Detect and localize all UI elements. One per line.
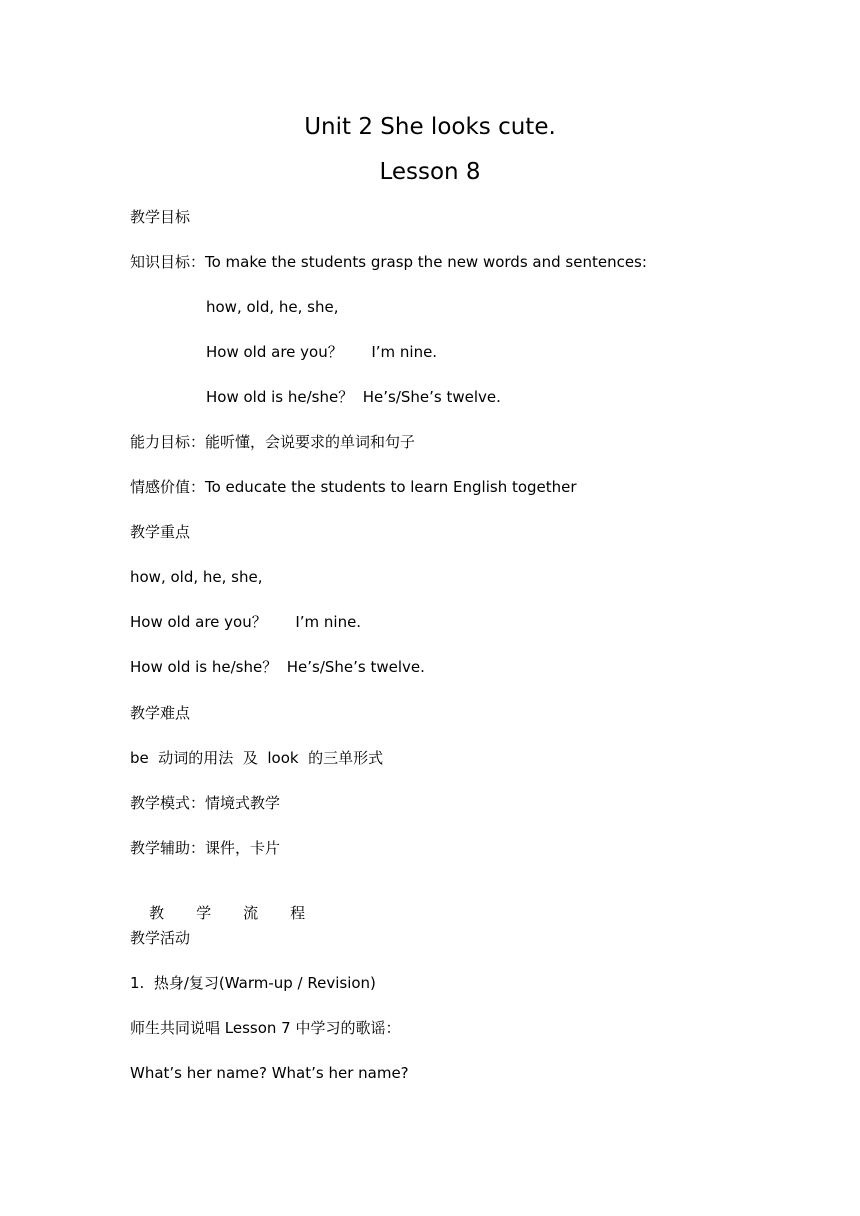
difficult-heading: 教学难点 (130, 704, 191, 722)
key-sentence-1: How old are you？ I’m nine. (130, 613, 362, 631)
step-1-heading: 1. 热身/复习(Warm-up / Revision) (130, 974, 376, 992)
chant-line: What’s her name? What’s her name? (130, 1064, 409, 1082)
knowledge-words: how, old, he, she, (206, 298, 339, 316)
teaching-mode: 教学模式：情境式教学 (130, 794, 281, 812)
emotion-goal: 情感价值：To educate the students to learn English together (130, 478, 577, 496)
key-points-heading: 教学重点 (130, 523, 191, 541)
knowledge-sentence-2: How old is he/she？ He’s/She’s twelve. (206, 388, 501, 406)
process-char: 程 (290, 904, 306, 922)
key-sentence-2: How old is he/she？ He’s/She’s twelve. (130, 658, 425, 676)
process-char: 学 (196, 904, 212, 922)
process-char: 教 (149, 904, 165, 922)
process-char: 流 (243, 904, 259, 922)
document-title: Unit 2 She looks cute. (304, 114, 556, 140)
objectives-heading: 教学目标 (130, 208, 191, 226)
document-subtitle: Lesson 8 (379, 159, 481, 185)
difficult-point: be 动词的用法 及 look 的三单形式 (130, 749, 384, 767)
knowledge-sentence-1: How old are you？ I’m nine. (206, 343, 438, 361)
step-1-description: 师生共同说唱 Lesson 7 中学习的歌谣： (130, 1019, 401, 1037)
ability-goal: 能力目标：能听懂，会说要求的单词和句子 (130, 433, 416, 451)
teaching-aids: 教学辅助：课件，卡片 (130, 839, 281, 857)
key-words: how, old, he, she, (130, 568, 263, 586)
knowledge-goal: 知识目标：To make the students grasp the new words and sentences: (130, 253, 647, 271)
activities-heading: 教学活动 (130, 929, 191, 947)
